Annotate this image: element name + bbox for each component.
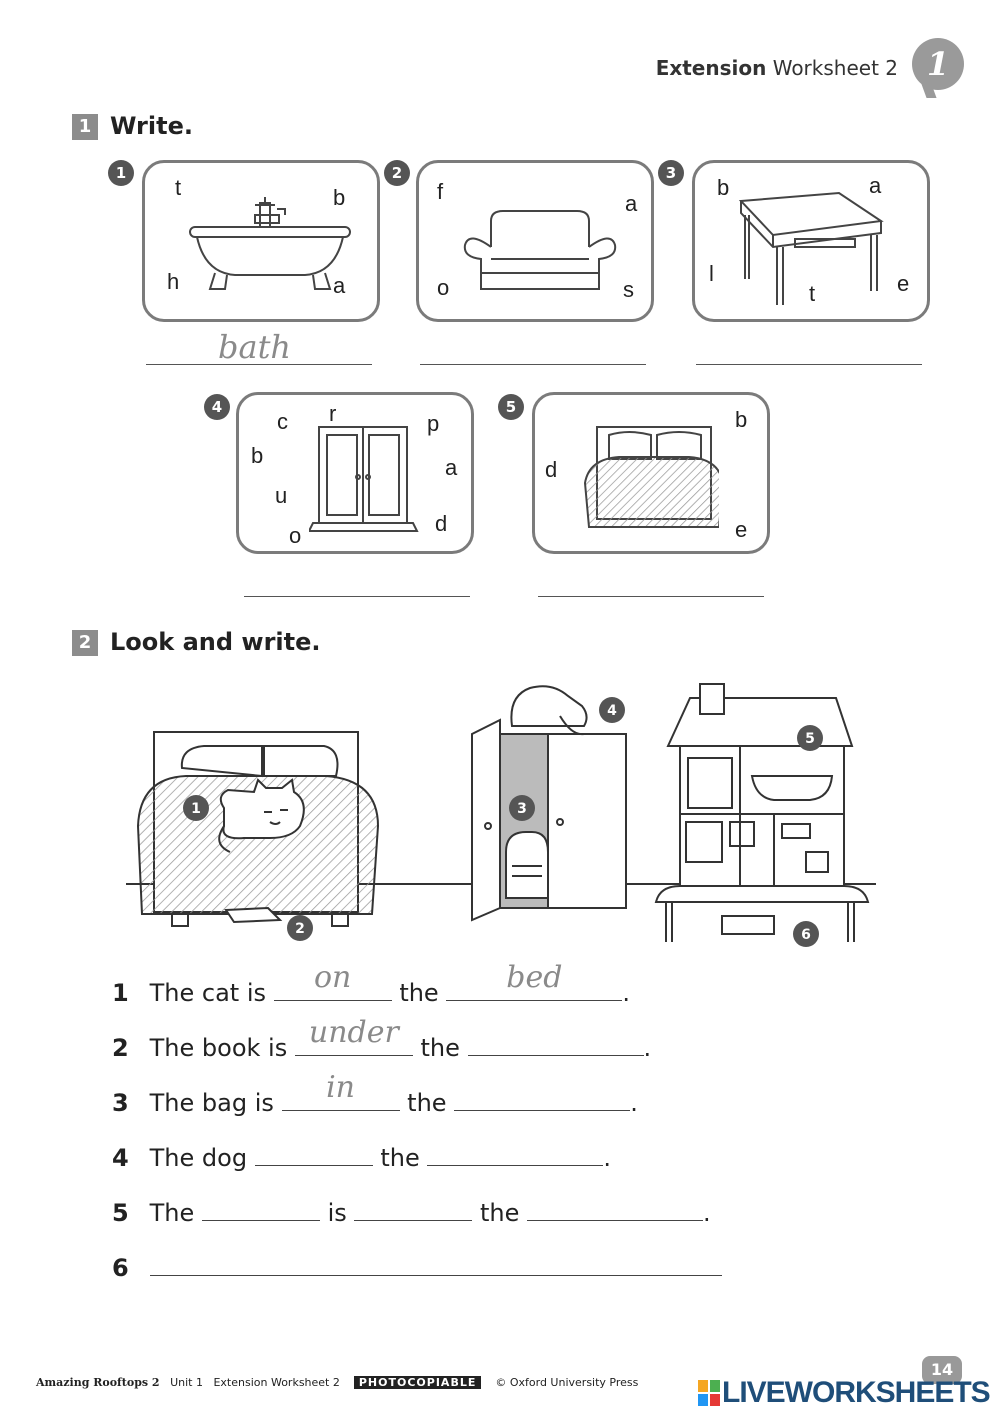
blank-input[interactable] [282, 1070, 400, 1111]
footer [36, 1376, 638, 1389]
item-number-4: 4 [204, 394, 230, 420]
picture-number-6: 6 [801, 927, 811, 943]
letter: r [329, 401, 337, 426]
letter: b [717, 175, 730, 200]
letter: a [445, 455, 458, 480]
section2-title: Look and write. [110, 628, 321, 656]
letter-box-cupboard [236, 392, 474, 554]
letter: f [437, 179, 444, 204]
letter: b [735, 407, 748, 432]
footer-brand: Amazing Rooftops 2 [36, 1376, 160, 1389]
sentence-number: 4 [112, 1144, 129, 1172]
sentence-text: The bag is [149, 1089, 274, 1117]
letter: a [333, 273, 346, 298]
letter-box-bed [532, 392, 770, 554]
sentence-text: the [399, 979, 439, 1007]
blank-input[interactable] [527, 1196, 703, 1221]
sentence-text: the [480, 1199, 520, 1227]
picture-number-4: 4 [607, 703, 617, 719]
answer-line-5[interactable] [538, 596, 764, 597]
letter-box-bath [142, 160, 380, 322]
sentence-text: . [603, 1144, 612, 1172]
sentence-number: 3 [112, 1089, 129, 1117]
room-scene-picture [120, 676, 880, 956]
letter: s [623, 277, 634, 302]
sentence-4 [112, 1141, 611, 1172]
sentence-text: the [420, 1034, 460, 1062]
letter-box-table [692, 160, 930, 322]
picture-number-2: 2 [295, 921, 305, 937]
answer-text-1: bath [218, 328, 292, 366]
blank-input[interactable] [274, 960, 392, 1001]
sentence-number: 5 [112, 1199, 129, 1227]
sentence-text: . [703, 1199, 711, 1227]
letter: o [437, 275, 450, 300]
letter: b [333, 185, 346, 210]
sentence-text: is [327, 1199, 347, 1227]
letter: e [735, 517, 748, 542]
letter: b [251, 443, 264, 468]
answer-text: bed [506, 960, 563, 995]
letter: d [545, 457, 558, 482]
letter: t [809, 281, 816, 306]
item-number-1: 1 [108, 160, 134, 186]
header-rest: Worksheet 2 [772, 56, 898, 80]
table-picture [735, 191, 885, 307]
blank-input[interactable] [150, 1251, 722, 1276]
answer-text: on [313, 960, 352, 995]
letter: c [277, 409, 288, 434]
sentence-text: the [407, 1089, 447, 1117]
letter-box-sofa [416, 160, 654, 322]
answer-text: under [308, 1015, 399, 1050]
blank-input[interactable] [295, 1015, 413, 1056]
sentence-text: . [622, 979, 630, 1007]
blank-input[interactable] [427, 1141, 603, 1166]
item-number-5: 5 [498, 394, 524, 420]
unit-badge: 1 [912, 38, 964, 90]
liveworksheets-watermark: LIVEWORKSHEETS [722, 1376, 990, 1409]
photocopiable-badge: PHOTOCOPIABLE [354, 1376, 481, 1389]
sentence-text: The book is [149, 1034, 288, 1062]
blank-input[interactable] [255, 1141, 373, 1166]
answer-text: in [326, 1070, 355, 1105]
footer-worksheet: Extension Worksheet 2 [213, 1376, 340, 1389]
letter: a [625, 191, 638, 216]
sentence-3 [112, 1070, 638, 1117]
letter: u [275, 483, 288, 508]
letter: h [167, 269, 180, 294]
sentence-text: The cat is [149, 979, 267, 1007]
bed-picture [579, 423, 719, 535]
letter: l [709, 261, 714, 286]
answer-line-3[interactable] [696, 364, 922, 365]
blank-input[interactable] [446, 960, 622, 1001]
worksheet-header [656, 56, 898, 80]
sofa-picture [459, 207, 619, 297]
cupboard-picture [309, 423, 419, 535]
sentence-number: 2 [112, 1034, 129, 1062]
picture-number-5: 5 [805, 731, 815, 747]
letter: o [289, 523, 302, 548]
letter: d [435, 511, 448, 536]
sentence-number: 1 [112, 979, 129, 1007]
section2-number: 2 [72, 630, 98, 656]
sentence-6 [112, 1251, 722, 1282]
answer-line-2[interactable] [420, 364, 646, 365]
sentence-text: The [149, 1199, 195, 1227]
page-number: 14 [922, 1356, 962, 1384]
liveworksheets-logo-icon [698, 1380, 720, 1406]
section1-number: 1 [72, 114, 98, 140]
sentence-text: . [630, 1089, 638, 1117]
picture-number-1: 1 [191, 801, 201, 817]
sentence-text: the [380, 1144, 420, 1172]
answer-line-4[interactable] [244, 596, 470, 597]
letter: p [427, 411, 440, 436]
blank-input[interactable] [468, 1031, 644, 1056]
sentence-2 [112, 1015, 652, 1062]
picture-number-3: 3 [517, 801, 527, 817]
footer-copyright: © Oxford University Press [495, 1376, 639, 1389]
sentence-number: 6 [112, 1254, 129, 1282]
section1-title: Write. [110, 112, 193, 140]
blank-input[interactable] [354, 1196, 472, 1221]
letter: a [869, 173, 882, 198]
blank-input[interactable] [454, 1086, 630, 1111]
footer-unit: Unit 1 [170, 1376, 203, 1389]
header-bold: Extension [655, 56, 767, 80]
sentence-1 [112, 960, 630, 1007]
bath-picture [185, 193, 355, 298]
letter: t [175, 175, 182, 200]
letter: e [897, 271, 910, 296]
item-number-2: 2 [384, 160, 410, 186]
sentence-text: . [643, 1034, 652, 1062]
item-number-3: 3 [658, 160, 684, 186]
sentence-text: The dog [149, 1144, 248, 1172]
sentence-5 [112, 1196, 711, 1227]
blank-input[interactable] [202, 1196, 320, 1221]
